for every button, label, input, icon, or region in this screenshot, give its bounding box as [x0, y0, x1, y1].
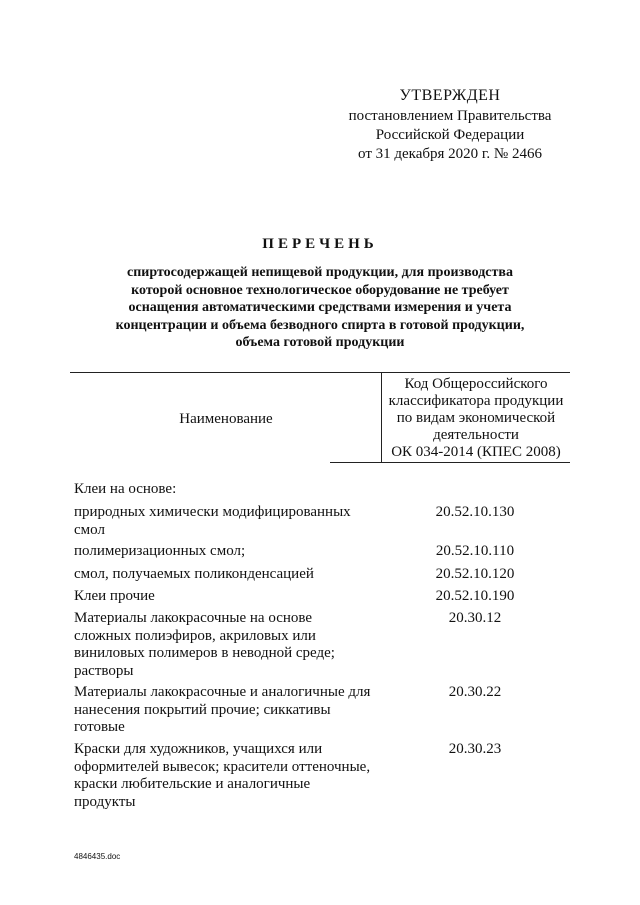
row-code: 20.52.10.190 [435, 588, 515, 604]
document-subtitle [90, 264, 550, 352]
row-code: 20.30.22 [448, 684, 502, 700]
row-name-line: Материалы лакокрасочные и аналогичные для [74, 684, 371, 700]
row-name-line: Клеи прочие [74, 588, 155, 604]
code-header-line: деятельности [433, 427, 519, 443]
file-name-footer: 4846435.doc [74, 852, 121, 861]
row-name-line: смол [74, 521, 105, 538]
code-header-line: Код Общероссийского [404, 376, 548, 392]
approval-block [330, 86, 570, 164]
row-name [74, 684, 374, 737]
approval-line: Российской Федерации [375, 127, 525, 143]
row-name [74, 504, 374, 539]
column-header-code [382, 376, 570, 461]
row-name-line: оформителей вывесок; красители оттеночные, [74, 758, 371, 775]
row-name-line: Материалы лакокрасочные на основе [74, 610, 313, 626]
code-header-line: классификатора продукции [388, 393, 564, 409]
row-name-line: смол, получаемых поликонденсацией [74, 566, 314, 582]
row-code: 20.30.23 [448, 741, 502, 757]
row-name-line: готовые [74, 719, 125, 735]
row-name [74, 481, 374, 499]
subtitle-line: объема готовой продукции [235, 335, 405, 350]
row-name [74, 566, 374, 584]
subtitle-line: оснащения автоматическими средствами измерения и учета [128, 300, 512, 315]
row-code: 20.52.10.130 [435, 504, 515, 520]
row-name-line: Краски для художников, учащихся или [74, 741, 323, 757]
row-name [74, 588, 374, 606]
approval-line: от 31 декабря 2020 г. № 2466 [358, 146, 542, 162]
row-name-line: сложных полиэфиров, акриловых или [74, 627, 316, 644]
row-name-line: Клеи на основе: [74, 481, 177, 497]
row-code: 20.30.12 [448, 610, 502, 626]
row-name-line: краски любительские и аналогичные [74, 776, 311, 792]
row-name-line: полимеризационных смол; [74, 543, 246, 559]
column-header-name: Наименование [179, 411, 273, 427]
code-header-line: по видам экономической [396, 410, 556, 426]
table-top-rule [70, 372, 570, 373]
row-name [74, 741, 374, 811]
row-code: 20.52.10.120 [435, 566, 515, 582]
row-code: 20.52.10.110 [435, 543, 515, 559]
subtitle-line: которой основное технологическое оборудование не требует [131, 282, 509, 298]
subtitle-line: спиртосодержащей непищевой продукции, для производства [127, 265, 513, 280]
row-name-line: продукты [74, 793, 136, 810]
subtitle-line: концентрации и объема безводного спирта в готовой продукции, [115, 317, 525, 333]
table-header-rule [330, 462, 570, 463]
row-name [74, 543, 374, 561]
approval-line: постановлением Правительства [348, 108, 552, 124]
row-name-line: нанесения покрытий прочие; сиккативы [74, 701, 331, 718]
row-name-line: природных химически модифицированных [74, 504, 351, 520]
document-title: ПЕРЕЧЕНЬ [262, 236, 378, 252]
row-name [74, 610, 374, 680]
approval-heading: УТВЕРЖДЕН [399, 87, 501, 104]
row-name-line: растворы [74, 662, 134, 679]
code-header-line: ОК 034-2014 (КПЕС 2008) [391, 444, 561, 460]
row-name-line: виниловых полимеров в неводной среде; [74, 645, 335, 661]
